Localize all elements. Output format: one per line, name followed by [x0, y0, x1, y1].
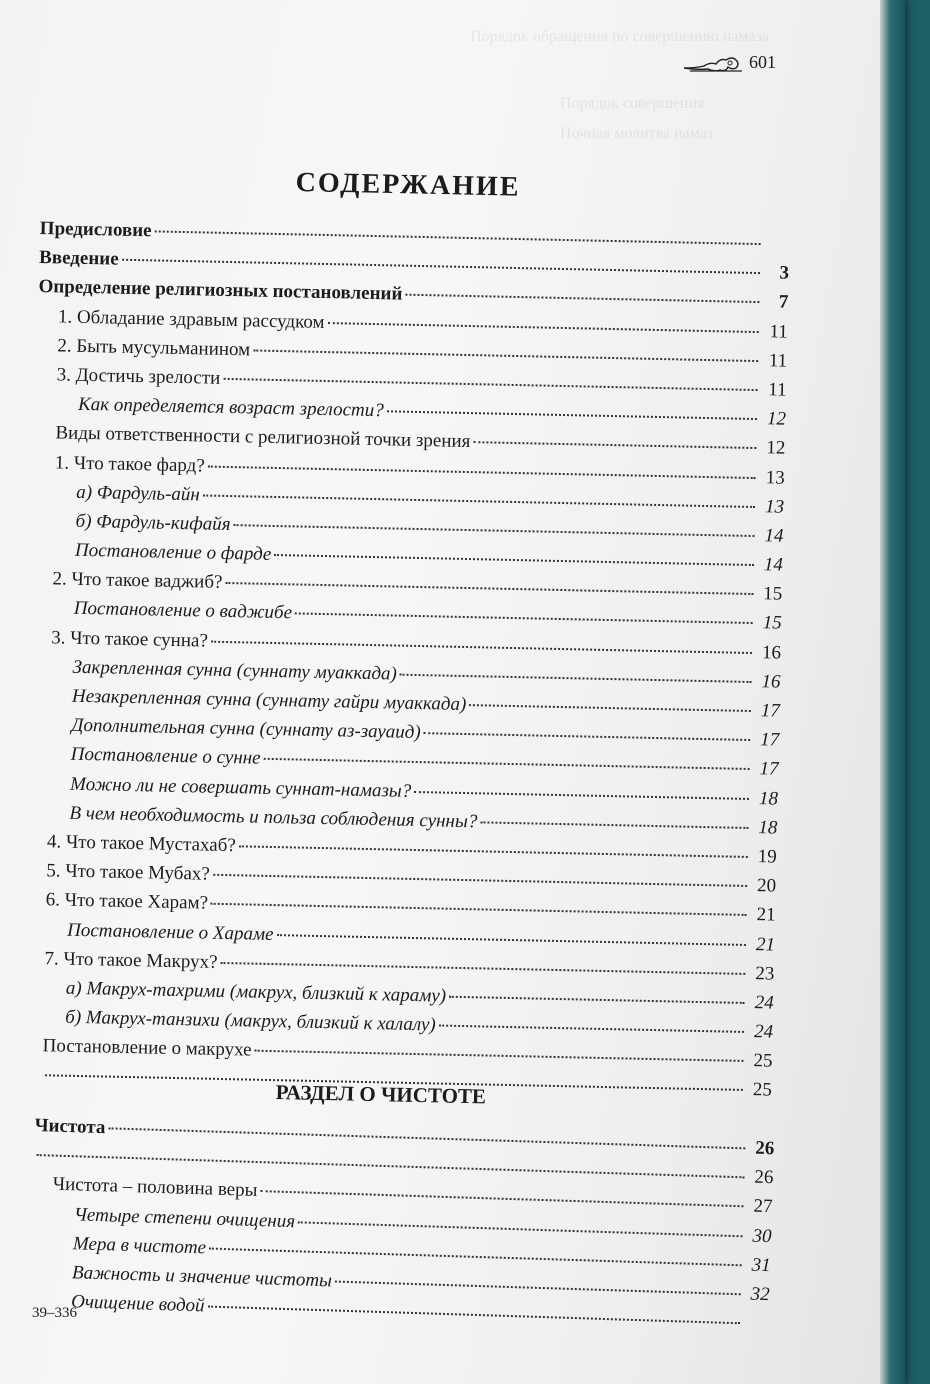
toc-entry-page: 13 — [765, 466, 785, 489]
dot-leader — [155, 230, 761, 245]
toc-entry-page: 17 — [759, 758, 779, 780]
toc-entry-label: В чем необходимость и польза соблюдения сунны? — [69, 802, 478, 833]
dot-leader — [208, 465, 756, 478]
show-through-text: Порядок совершения — [560, 95, 705, 112]
toc-entry-page: 25 — [753, 1050, 773, 1072]
table-of-contents — [22, 218, 790, 1109]
page-title: СОДЕРЖАНИЕ — [295, 167, 521, 203]
toc-entry-page: 20 — [756, 875, 777, 897]
dot-leader — [328, 322, 759, 333]
toc-entry-page: 24 — [753, 1021, 774, 1043]
toc-entry-page: 17 — [760, 700, 781, 722]
page-number-header — [682, 50, 782, 80]
toc-entry-label: Как определяется возраст зрелости? — [77, 393, 384, 422]
dot-leader — [223, 378, 757, 391]
show-through-text: Порядок обращения по совершению намаза — [470, 28, 769, 45]
toc-entry-label: Постановление о сунне — [70, 744, 261, 770]
dot-leader — [264, 758, 750, 770]
toc-entry-label: 5. Что такое Мубах? — [46, 860, 211, 885]
toc-entry-page: 12 — [766, 437, 786, 459]
toc-entry-label: Важность и значение чистоты — [71, 1262, 333, 1292]
dot-leader — [400, 673, 752, 682]
toc-entry-page: 16 — [761, 671, 781, 693]
toc-entry-label: Постановление о Хараме — [66, 919, 274, 945]
toc-entry-page: 23 — [755, 962, 775, 985]
toc-entry-page: 16 — [761, 641, 782, 664]
dot-leader — [253, 349, 758, 362]
toc-entry-page: 3 — [779, 262, 790, 284]
dot-leader — [122, 259, 760, 274]
toc-entry-label: Закрепленная сунна (суннату муаккада) — [72, 656, 398, 685]
toc-entry-label: Постановление о ваджибе — [73, 598, 293, 624]
toc-entry-label: Четыре степени очищения — [73, 1203, 296, 1232]
toc-entry-page: 26 — [754, 1137, 775, 1160]
dot-leader — [469, 704, 751, 712]
show-through-text: Ночная молитва намаз — [560, 125, 714, 142]
toc-entry-label: Дополнительная сунна (суннату аз-зауаид) — [71, 714, 421, 744]
dot-leader — [295, 613, 753, 625]
dot-leader — [424, 732, 751, 741]
dot-leader — [449, 996, 745, 1004]
toc-entry-page: 13 — [764, 495, 785, 518]
dot-leader — [239, 845, 748, 858]
toc-entry-label: б) Фардуль-кифайя — [75, 510, 231, 535]
toc-entry-label: Виды ответственности с религиозной точки зрения — [55, 422, 471, 453]
toc-entry-page: 15 — [762, 612, 782, 635]
toc-entry-label: 6. Что такое Харам? — [45, 889, 209, 914]
toc-entry-label: 7. Что такое Макрух? — [44, 947, 218, 973]
dot-leader — [220, 962, 745, 975]
toc-entry-label: 2. Быть мусульманином — [57, 335, 251, 361]
toc-entry-page: 21 — [755, 933, 776, 956]
dot-leader — [108, 1127, 745, 1149]
toc-entry-page — [743, 1328, 769, 1329]
toc-entry-page: 24 — [754, 992, 774, 1014]
signature-code: 39–336 — [32, 1305, 77, 1321]
toc-entry-label: 2. Что такое ваджиб? — [52, 568, 223, 594]
toc-entry-page: 11 — [769, 320, 789, 343]
dot-leader — [260, 1190, 743, 1207]
toc-entry-label: а) Фардуль-айн — [76, 481, 201, 506]
dot-leader — [298, 1221, 743, 1237]
dot-leader — [387, 410, 757, 420]
dot-leader — [480, 821, 748, 829]
toc-entry-page: 27 — [753, 1195, 773, 1218]
toc-entry-page: 31 — [751, 1254, 771, 1276]
toc-entry-page: 17 — [760, 729, 780, 751]
toc-entry-label: Мера в чистоте — [72, 1233, 207, 1259]
dot-leader — [277, 934, 746, 946]
dot-leader — [225, 582, 753, 595]
dot-leader — [234, 524, 755, 537]
page-number: 601 — [749, 52, 776, 72]
dot-leader — [405, 294, 759, 303]
toc-entry-page: 30 — [752, 1225, 772, 1247]
section-table-of-contents — [29, 1115, 775, 1342]
dot-leader — [274, 554, 754, 566]
toc-entry-label: Постановление о фарде — [74, 539, 272, 565]
toc-entry-label: Можно ли не совершать суннат-намазы? — [69, 773, 412, 802]
dot-leader — [211, 640, 752, 653]
toc-entry-page: 14 — [763, 554, 784, 576]
section-title: РАЗДЕЛ О ЧИСТОТЕ — [275, 1080, 487, 1109]
toc-entry-page: 7 — [778, 291, 789, 314]
dot-leader — [203, 494, 755, 508]
toc-entry-label: Чистота — [34, 1115, 106, 1139]
toc-entry-label: 1. Что такое фард? — [54, 451, 205, 477]
toc-entry-label: 3. Достичь зрелости — [56, 364, 221, 389]
toc-entry-page: 11 — [768, 350, 788, 372]
toc-entry-label: Предисловие — [39, 218, 152, 242]
dot-leader — [335, 1280, 741, 1295]
ornament-icon — [682, 54, 744, 76]
toc-entry-page: 18 — [758, 787, 779, 810]
toc-entry-page: 18 — [758, 816, 778, 839]
toc-entry-page: 19 — [757, 846, 777, 868]
dot-leader — [213, 874, 747, 887]
toc-entry-label: Чистота – половина веры — [52, 1173, 258, 1202]
toc-entry-page: 32 — [750, 1283, 771, 1306]
toc-entry-page: 12 — [766, 408, 787, 430]
toc-entry-page — [764, 249, 790, 250]
toc-entry-label: 3. Что такое сунна? — [50, 626, 209, 652]
toc-entry-label: б) Макрух-танзихи (макрух, близкий к халалу) — [65, 1006, 436, 1036]
toc-entry-page: 21 — [756, 904, 776, 926]
toc-entry-label: Постановление о макрухе — [42, 1035, 252, 1061]
dot-leader — [211, 903, 747, 916]
toc-entry-label: а) Макрух-тахрими (макрух, близкий к хараму) — [65, 977, 447, 1007]
dot-leader — [473, 441, 756, 449]
toc-entry-label: Очищение водой — [70, 1291, 205, 1317]
dot-leader — [439, 1025, 744, 1033]
toc-entry-page: 11 — [768, 379, 787, 401]
toc-entry-label: Введение — [38, 247, 119, 270]
toc-entry-page: 14 — [764, 525, 784, 547]
dot-leader — [414, 791, 749, 800]
book-cover-edge — [880, 0, 905, 1384]
toc-entry-label: 1. Обладание здравым рассудком — [57, 305, 325, 333]
toc-entry-label: 4. Что такое Мустахаб? — [46, 831, 237, 857]
toc-entry-label: Незакрепленная сунна (суннату гайри муаккада) — [71, 685, 467, 716]
toc-entry-label: Определение религиозных постановлений — [38, 276, 403, 305]
dot-leader — [255, 1050, 744, 1062]
toc-entry-page: 26 — [754, 1166, 774, 1189]
toc-entry-page: 25 — [752, 1079, 773, 1101]
toc-entry-page: 15 — [763, 583, 783, 605]
